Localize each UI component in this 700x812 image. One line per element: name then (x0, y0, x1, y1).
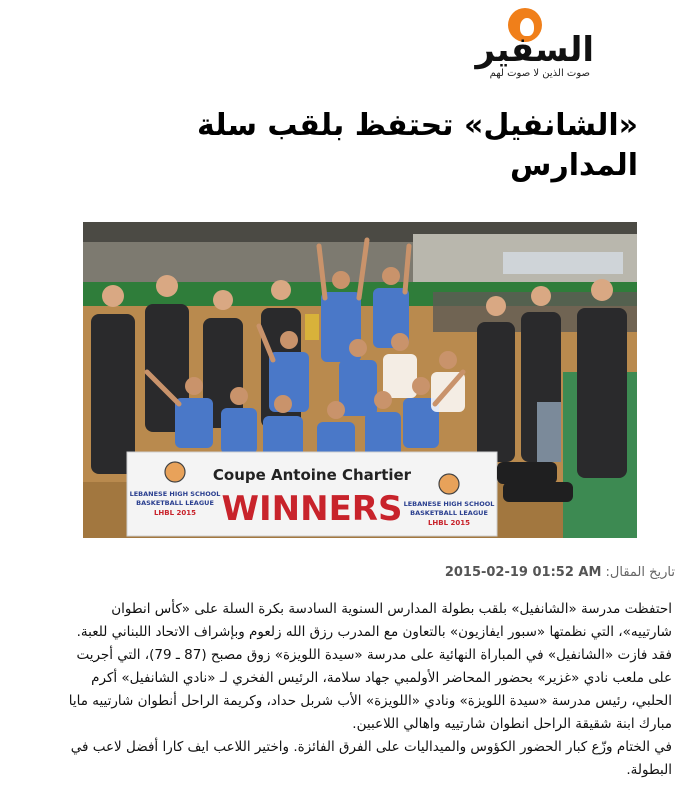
article-title: «الشانفيل» تحتفظ بلقب سلة المدارس (197, 108, 638, 183)
article-date-line (445, 565, 675, 580)
article-photo (83, 222, 637, 538)
banner-league-left-line1: LEBANESE HIGH SCHOOL (129, 490, 221, 498)
banner-league-right-line1: LEBANESE HIGH SCHOOL (403, 500, 495, 508)
banner-league-right-line2: BASKETBALL LEAGUE (410, 509, 488, 517)
logo-tagline: صوت الذين لا صوت لهم (489, 68, 590, 79)
team-photo-illustration (83, 222, 637, 538)
banner-winners-text: WINNERS (221, 489, 403, 529)
banner-league-left-short: LHBL 2015 (153, 509, 197, 517)
logo-wordmark: السفير (475, 30, 594, 70)
banner-league-right-short: LHBL 2015 (427, 519, 471, 527)
banner-league-left-line2: BASKETBALL LEAGUE (136, 499, 214, 507)
article-paragraph-1: احتفظت مدرسة «الشانفيل» بلقب بطولة المدارس السنوية السادسة بكرة السلة على «كأس انطوان شارتييه»، التي نظمتها «سبور ايفازيون» بالتعاون مع المدرب رزق الله زلعوم وبإشراف الاتحاد اللبناني للعبة. (76, 601, 672, 640)
date-label: تاريخ المقال: (605, 565, 675, 580)
banner-title-text: Coupe Antoine Chartier (212, 466, 412, 484)
article-paragraph-2: فقد فازت «الشانفيل» في المباراة النهائية على مدرسة «سيدة اللويزة» زوق مصبح (87 ـ 79)، التي أجريت على ملعب نادي «غزير» بحضور المحاضر الأولمبي جهاد سلامة، الرئيس الفخري لـ «نادي الشانفيل» أكرم الحلبي، رئيس مدرسة «سيدة اللويزة» ونادي «اللويزة» الأب شربل حداد، وكريمة الراحل أنطوان شارتييه مايا مبارك ابنة شقيقة الراحل انطوان شارتييه واهالي اللاعبين. (68, 647, 672, 732)
article-body (60, 598, 672, 782)
site-logo[interactable] (440, 8, 600, 80)
date-value: 2015-02-19 01:52 AM (444, 565, 602, 580)
article-paragraph-3: في الختام وزّع كبار الحضور الكؤوس والميداليات على الفرق الفائزة. واختير اللاعب ايف كارا أفضل لاعب في البطولة. (70, 739, 672, 778)
